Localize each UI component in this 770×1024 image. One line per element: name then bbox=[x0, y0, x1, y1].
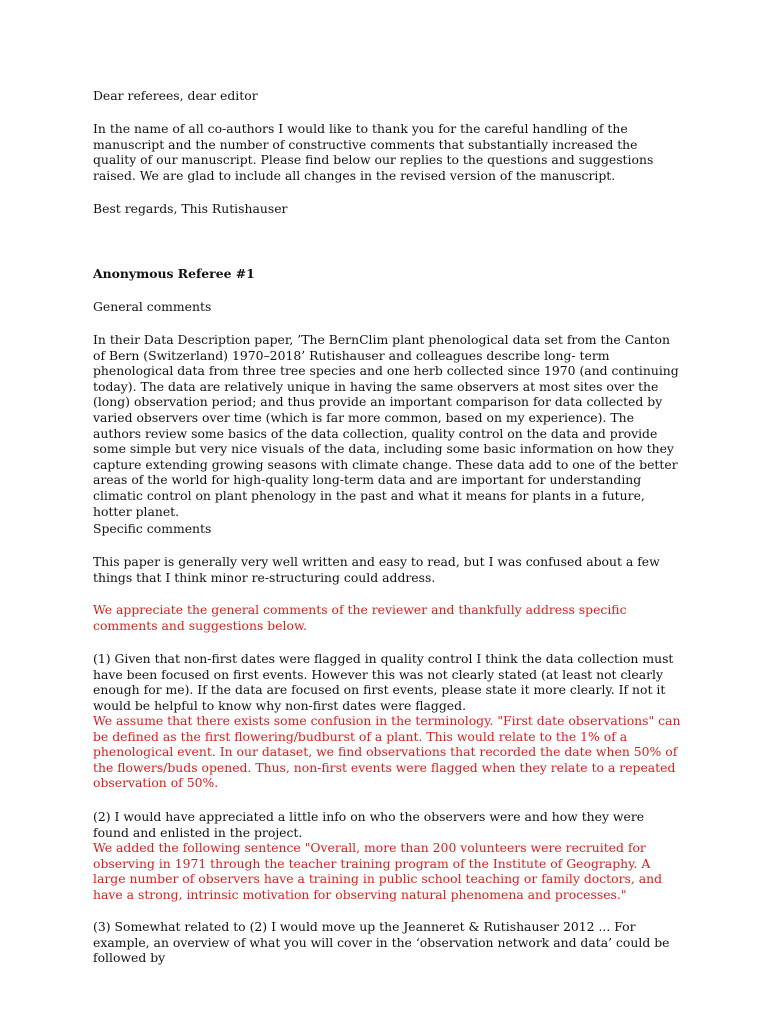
reply-1: We assume that there exists some confusion in the terminology. "First date observations" can be defined as the first flowering/budburst of a plant. This would relate to the 1% of a phenological event. In our dataset, we find observations that recorded the date when 50% of the flowers/buds opened. Thus, non-first events were flagged when they relate to a repeated observation of 50%. bbox=[93, 713, 681, 791]
general-comments-text: In their Data Description paper, ’The BernClim plant phenological data set from the Canton of Bern (Switzerland) 1970–2018’ Rutishauser and colleagues describe long- term phenological data from three tree species and one herb collected since 1970 (and continuing today). The data are relatively unique in having the same observers at most sites over the (long) observation period; and thus provide an important comparison for data collected by varied observers over time (which is far more common, based on my experience). The authors review some basics of the data collection, quality control on the data and provide some simple but very nice visuals of the data, including some basic information on how they capture extending growing seasons with climate change. These data add to one of the better areas of the world for high-quality long-term data and are important for understanding climatic control on plant phenology in the past and what it means for plants in a future, hotter planet. bbox=[93, 332, 679, 519]
comment-2: (2) I would have appreciated a little info on who the observers were and how they were found and enlisted in the project. bbox=[93, 809, 645, 840]
general-comments-heading: General comments bbox=[93, 299, 212, 314]
specific-comments-reply: We appreciate the general comments of the reviewer and thankfully address specific comments and suggestions below. bbox=[93, 602, 627, 633]
comment-3: (3) Somewhat related to (2) I would move up the Jeanneret & Rutishauser 2012 ... For example, an overview of what you will cover in the ‘observation network and data’ could be followed by bbox=[93, 919, 670, 966]
reply-2: We added the following sentence "Overall, more than 200 volunteers were recruited for observing in 1971 through the teacher training program of the Institute of Geography. A large number of observers have a training in public school teaching or family doctors, and have a strong, intrinsic motivation for observing natural phenomena and processes." bbox=[93, 840, 663, 902]
salutation: Dear referees, dear editor bbox=[93, 88, 258, 103]
comment-1: (1) Given that non-first dates were flagged in quality control I think the data collection must have been focused on first events. However this was not clearly stated (at least not clearly enough for me). If the data are focused on first events, please state it more clearly. If not it would be helpful to know why non-first dates were flagged. bbox=[93, 651, 674, 713]
specific-comments-heading: Specific comments bbox=[93, 521, 212, 536]
closing: Best regards, This Rutishauser bbox=[93, 201, 288, 216]
intro-paragraph: In the name of all co-authors I would like to thank you for the careful handling of the manuscript and the number of constructive comments that substantially increased the quality of our manuscript. Please find below our replies to the questions and suggestions raised. We are glad to include all changes in the revised version of the manuscript. bbox=[93, 121, 654, 183]
specific-comments-text: This paper is generally very well written and easy to read, but I was confused about a few things that I think minor re-structuring could address. bbox=[93, 554, 660, 585]
referee-heading: Anonymous Referee #1 bbox=[93, 266, 255, 281]
